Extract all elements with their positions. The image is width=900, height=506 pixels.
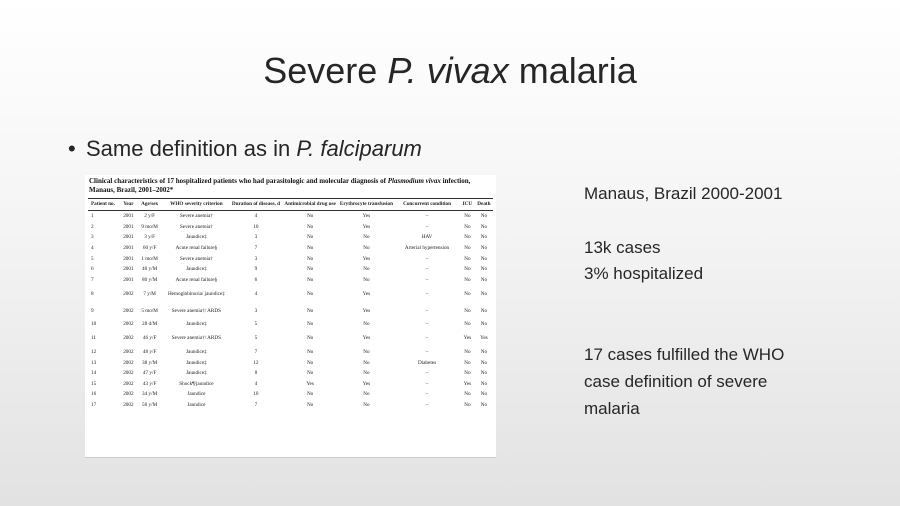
table-header-row (88, 199, 493, 211)
table-cell: 2 y/F (144, 213, 156, 220)
table-cell: – (425, 213, 429, 220)
table-cell: 11 (91, 335, 96, 342)
table-cell: – (425, 335, 429, 342)
table-cell: Severe anemia†/ ARDS (171, 307, 222, 314)
table-caption (85, 175, 496, 195)
table-cell: No (480, 290, 488, 297)
table-cell: HAV (421, 234, 433, 241)
table-cell: 2001 (123, 213, 134, 220)
table-row (88, 243, 493, 254)
table-cell: 43 y/F (142, 380, 157, 387)
table-header-cell: Antimicrobial drug use (281, 199, 338, 211)
table-header-cell: Erythrocyte transfusion (339, 199, 394, 211)
bullet-item (68, 136, 422, 162)
table-cell: No (480, 223, 488, 230)
table-cell: 2002 (123, 370, 134, 377)
table-cell: No (306, 391, 314, 398)
table-cell: No (363, 266, 370, 273)
table-cell: 7 (254, 349, 258, 356)
table-cell: 8 (254, 370, 258, 377)
table-cell: 13 (91, 359, 97, 366)
table-cell: 48 y/F (142, 349, 157, 356)
table-cell: 3 y/F (144, 234, 156, 241)
table-cell: No (306, 335, 314, 342)
table-cell: 2001 (123, 223, 134, 230)
table-cell: 5 (254, 335, 258, 342)
table-cell: No (306, 234, 314, 241)
table-cell: 15 (91, 380, 97, 387)
table-cell: 4 (254, 213, 258, 220)
table-cell: No (464, 321, 471, 328)
caption-italic: Plasmodium vivax (387, 177, 441, 185)
title-post: malaria (508, 50, 637, 91)
table-cell: No (480, 266, 488, 273)
table-cell: No (306, 245, 314, 252)
table-cell: – (425, 349, 429, 356)
table-cell: Yes (463, 380, 472, 387)
table-row (88, 379, 493, 390)
caption-post: infection, Manaus, Brazil, 2001–2002* (89, 177, 471, 194)
table-cell: 6 (254, 276, 258, 283)
table-cell: Yes (362, 223, 371, 230)
table-cell: 10 (253, 391, 259, 398)
table-cell: No (363, 276, 370, 283)
table-cell: Yes (306, 380, 314, 387)
table-cell: No (480, 255, 488, 262)
table-cell: – (425, 402, 429, 409)
table-cell: 9 (254, 266, 258, 273)
table-cell: No (363, 349, 370, 356)
table-cell: – (425, 276, 429, 283)
table-cell: Jaundice‡ (186, 266, 207, 273)
table-cell: 60 y/F (142, 245, 157, 252)
table-cell: 3 (254, 255, 258, 262)
table-cell: 3 (254, 307, 258, 314)
table-cell: 2002 (123, 335, 134, 342)
table-cell: Jaundice‡ (186, 321, 207, 328)
table-cell: No (480, 245, 488, 252)
table-cell: Yes (362, 307, 371, 314)
table-header-cell: Concurrent condition (394, 199, 460, 211)
table-cell: Jaundice‡ (186, 370, 207, 377)
table-cell: 8 (91, 290, 94, 297)
table-cell: 12 (91, 349, 97, 356)
table-cell: Diabetes (417, 359, 437, 366)
table-cell: Severe anemia† (179, 223, 213, 230)
table-cell: No (464, 359, 471, 366)
table-cell: No (306, 370, 314, 377)
table-header-cell: Death (475, 199, 493, 211)
table-cell: Jaundice (187, 402, 206, 409)
table-header-cell: Patient no. (88, 199, 120, 211)
table-cell: 5 (91, 255, 94, 262)
table-cell: 2 (91, 223, 94, 230)
table-cell: No (306, 402, 314, 409)
table-cell: No (464, 349, 471, 356)
table-header-cell: ICU (460, 199, 475, 211)
table-cell: Jaundice (187, 391, 206, 398)
table-cell: Yes (362, 255, 371, 262)
table-cell: 3 (91, 234, 94, 241)
table-cell: No (363, 359, 370, 366)
bullet-text: Same definition as in (86, 136, 297, 161)
table-cell: No (306, 307, 314, 314)
table-cell: No (306, 223, 314, 230)
table-cell: No (480, 402, 488, 409)
table-cell: – (425, 307, 429, 314)
table-row (88, 400, 493, 411)
table-row (88, 330, 493, 347)
table-cell: Yes (362, 213, 371, 220)
table-cell: 4 (254, 290, 258, 297)
table-cell: No (464, 391, 471, 398)
table-cell: No (363, 402, 370, 409)
table-cell: Arterial hypertension (404, 245, 450, 252)
table-cell: 2002 (123, 380, 134, 387)
table-cell: No (306, 213, 314, 220)
table-cell: No (480, 370, 488, 377)
table-cell: No (306, 359, 314, 366)
table-cell: No (464, 370, 471, 377)
table-cell: Jaundice‡ (186, 234, 207, 241)
table-row (88, 253, 493, 264)
table-cell: 14 (91, 370, 97, 377)
table-cell: Acute renal failure§ (175, 245, 218, 252)
table-cell: 5 mo/M (141, 307, 158, 314)
table-row (88, 275, 493, 286)
table-row (88, 302, 493, 319)
table-cell: 80 y/M (142, 276, 158, 283)
table-cell: 7 (91, 276, 94, 283)
table-cell: Yes (463, 335, 472, 342)
table-cell: 28 d/M (142, 321, 158, 328)
table-cell: 12 (253, 359, 259, 366)
table-cell: 2002 (123, 402, 134, 409)
bullet-dot: • (68, 136, 76, 161)
table-cell: 40 y/M (142, 266, 158, 273)
table-cell: Severe anemia†/ ARDS (171, 335, 222, 342)
clinical-table-image (85, 175, 496, 458)
table-cell: No (306, 255, 314, 262)
table-cell: – (425, 380, 429, 387)
table-cell: No (464, 402, 471, 409)
table-cell: No (464, 245, 471, 252)
table-cell: 7 (254, 402, 258, 409)
table-cell: – (425, 255, 429, 262)
table-row (88, 347, 493, 358)
table-cell: No (363, 234, 370, 241)
table-row (88, 285, 493, 302)
table-cell: No (480, 391, 488, 398)
table-cell: – (425, 370, 429, 377)
table-cell: No (480, 307, 488, 314)
table-cell: No (480, 276, 488, 283)
table-cell: No (480, 213, 488, 220)
table-cell: No (306, 321, 314, 328)
table-cell: Acute renal failure§ (175, 276, 218, 283)
table-cell: No (363, 370, 370, 377)
table-cell: 10 (253, 223, 259, 230)
table-cell: 2001 (123, 255, 134, 262)
table-cell: 4 (254, 380, 258, 387)
table-cell: 3 (254, 234, 258, 241)
table-cell: Severe anemia† (179, 213, 213, 220)
table-cell: Yes (362, 380, 371, 387)
table-row (88, 389, 493, 400)
table-cell: 2001 (123, 266, 134, 273)
table-cell: 7 (254, 245, 258, 252)
table-cell: Hemoglobinuria/ jaundice‡ (167, 290, 225, 297)
table-cell: 1 mo/M (141, 255, 158, 262)
table-cell: 9 mo/M (141, 223, 158, 230)
location-note: Manaus, Brazil 2000-2001 (584, 184, 783, 203)
table-cell: No (464, 307, 471, 314)
table-cell: Jaundice‡ (186, 359, 207, 366)
table-cell: 2002 (123, 307, 134, 314)
table-cell: 2002 (123, 290, 134, 297)
caption-pre: Clinical characteristics of 17 hospitalized patients who had parasitologic and molecular diagnosis of (89, 177, 388, 185)
table-cell: 10 (91, 321, 97, 328)
table-cell: No (464, 266, 471, 273)
table-cell: 38 y/M (142, 359, 158, 366)
table-cell: No (480, 349, 488, 356)
table-row (88, 264, 493, 275)
table-cell: No (480, 321, 488, 328)
table-cell: No (363, 321, 370, 328)
table-cell: 5 (254, 321, 258, 328)
table-cell: Severe anemia† (179, 255, 213, 262)
table-row (88, 368, 493, 379)
table-cell: Jaundice‡ (186, 349, 207, 356)
table-cell: No (480, 359, 488, 366)
table-cell: 7 y/M (143, 290, 156, 297)
table-cell: 50 y/M (142, 402, 158, 409)
table-cell: No (464, 255, 471, 262)
table-cell: Yes (362, 335, 371, 342)
table-cell: No (363, 245, 370, 252)
cases-note: 13k cases (584, 238, 661, 257)
table-cell: – (425, 391, 429, 398)
table-cell: No (464, 234, 471, 241)
table-cell: No (306, 266, 314, 273)
who-note-line-2: case definition of severe (584, 372, 768, 391)
table-cell: No (464, 213, 471, 220)
clinical-table (88, 199, 493, 410)
bullet-italic: P. falciparum (296, 136, 422, 161)
table-cell: 1 (91, 213, 94, 220)
table-row (88, 357, 493, 368)
who-note-line-3: malaria (584, 399, 640, 418)
table-cell: No (306, 276, 314, 283)
table-cell: 2001 (123, 234, 134, 241)
table-header-cell: Age/sex (137, 199, 163, 211)
table-cell: 2001 (123, 276, 134, 283)
slide-title (0, 50, 900, 92)
table-cell: 2002 (123, 359, 134, 366)
table-cell: 16 (91, 391, 97, 398)
table-cell: – (425, 223, 429, 230)
table-row (88, 222, 493, 233)
title-italic: P. vivax (387, 50, 509, 91)
table-cell: No (464, 276, 471, 283)
table-cell: No (306, 290, 314, 297)
table-cell: No (480, 234, 488, 241)
table-cell: 34 y/M (142, 391, 158, 398)
table-cell: 17 (91, 402, 97, 409)
table-row (88, 319, 493, 330)
table-cell: – (425, 290, 429, 297)
table-header-cell: Year (120, 199, 137, 211)
table-cell: 2002 (123, 349, 134, 356)
table-header-cell: Duration of disease, d (230, 199, 281, 211)
hospitalized-note: 3% hospitalized (584, 264, 704, 283)
table-cell: 4 (91, 245, 94, 252)
table-cell: 9 (91, 307, 94, 314)
table-cell: Yes (362, 290, 371, 297)
table-cell: No (480, 380, 488, 387)
table-cell: – (425, 266, 429, 273)
table-cell: 2002 (123, 391, 134, 398)
table-cell: No (363, 391, 370, 398)
table-cell: No (464, 223, 471, 230)
table-cell: 46 y/F (142, 335, 157, 342)
table-cell: 47 y/F (142, 370, 157, 377)
table-body (88, 211, 493, 411)
who-note-line-1: 17 cases fulfilled the WHO (584, 345, 785, 364)
table-cell: No (306, 349, 314, 356)
table-cell: No (464, 290, 471, 297)
table-header-cell: WHO severity criterion (162, 199, 230, 211)
table-cell: Yes (480, 335, 488, 342)
table-cell: 2002 (123, 321, 134, 328)
table-row (88, 211, 493, 222)
title-pre: Severe (263, 50, 388, 91)
table-cell: Shock¶/jaundice (179, 380, 214, 387)
table-cell: 6 (91, 266, 94, 273)
table-row (88, 232, 493, 243)
table-cell: – (425, 321, 429, 328)
table-cell: 2001 (123, 245, 134, 252)
